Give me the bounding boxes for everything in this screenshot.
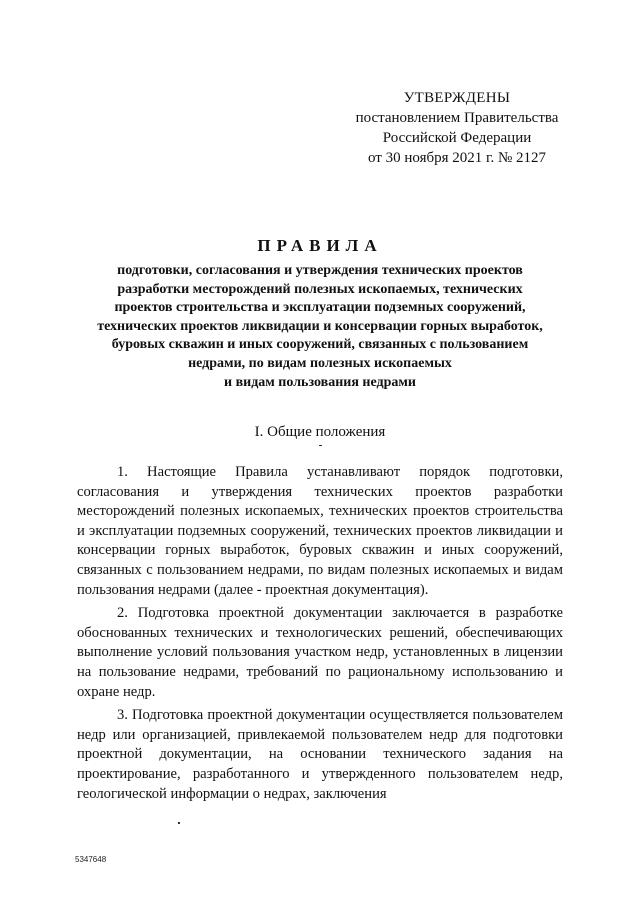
scan-speck bbox=[319, 445, 322, 446]
subtitle-line: технических проектов ликвидации и консервации горных выработок, bbox=[97, 318, 543, 334]
approval-heading: УТВЕРЖДЕНЫ bbox=[403, 90, 511, 106]
document-title: ПРАВИЛА bbox=[257, 236, 383, 255]
paragraph-3: 3. Подготовка проектной документации осуществляется пользователем недр или организацией, привлекаемой пользователем недр для подготовки проектной документации, на основании технического задания на проектирование, разработанного и утвержденного пользователем недр, геологической информации о недрах, заключения bbox=[77, 707, 563, 802]
approval-line-3: от 30 ноября 2021 г. № 2127 bbox=[367, 150, 547, 166]
subtitle-line: и видам пользования недрами bbox=[224, 374, 416, 390]
subtitle-line: проектов строительства и эксплуатации подземных сооружений, bbox=[114, 300, 526, 316]
approval-line-2: Российской Федерации bbox=[382, 130, 532, 146]
paragraph-1: 1. Настоящие Правила устанавливают порядок подготовки, согласования и утверждения технических проектов разработки месторождений полезных ископаемых, технических проектов строительства и эксплуатации подземных сооружений, технических проектов ликвидации и консервации горных выработок, буровых скважин и иных сооружений, связанных с пользованием недрами, по видам полезных ископаемых и видам пользования недрами (далее - проектная документация). bbox=[77, 464, 563, 598]
document-code: 5347648 bbox=[75, 855, 107, 864]
approval-block bbox=[352, 88, 562, 168]
approval-line-1: постановлением Правительства bbox=[355, 110, 559, 126]
subtitle-line: недрами, по видам полезных ископаемых bbox=[188, 355, 452, 371]
paragraph-2: 2. Подготовка проектной документации заключается в разработке обоснованных технических и технологических решений, обеспечивающих выполнение условий пользования участком недр, установленных в лицензии на пользование недрами, требований по рациональному использованию и охране недр. bbox=[77, 605, 563, 700]
subtitle-line: буровых скважин и иных сооружений, связанных с пользованием bbox=[111, 337, 529, 353]
section-heading: I. Общие положения bbox=[254, 424, 386, 440]
document-body bbox=[77, 463, 563, 808]
document-subtitle bbox=[60, 262, 580, 392]
subtitle-line: разработки месторождений полезных ископаемых, технических bbox=[117, 281, 523, 297]
subtitle-line: подготовки, согласования и утверждения технических проектов bbox=[117, 263, 523, 278]
scan-speck bbox=[178, 822, 180, 824]
